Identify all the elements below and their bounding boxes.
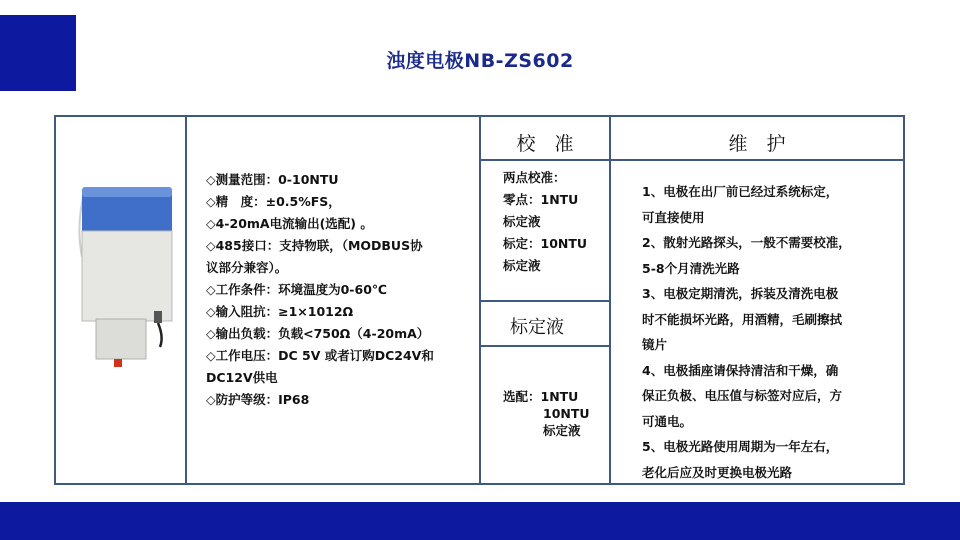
spec-item: ◇输入阻抗：≥1×1012Ω (206, 304, 354, 319)
table-divider (185, 117, 187, 483)
electrode-image (74, 187, 184, 377)
calibration-line: 标定：10NTU (503, 236, 588, 251)
maintenance-header: 维 护 (728, 133, 786, 155)
spec-item: ◇输出负载：负载<750Ω（4-20mA） (206, 326, 430, 341)
spec-item: DC12V供电 (206, 370, 278, 385)
calibration-line: 两点校准： (503, 170, 566, 185)
maintenance-line: 1、电极在出厂前已经过系统标定， (642, 184, 839, 199)
maintenance-line: 可直接使用 (642, 209, 705, 225)
calibration-line: 标定液 (503, 258, 541, 273)
calibration-text (503, 167, 587, 277)
maintenance-text (642, 179, 892, 485)
maintenance-line: 时不能损坏光路，用酒精，毛刷擦拭 (642, 311, 843, 327)
calibration-line: 零点：1NTU (503, 192, 579, 207)
spec-list (206, 169, 486, 411)
solution-line: 10NTU (543, 406, 590, 421)
footer-bar (0, 502, 960, 540)
solution-line: 选配：1NTU (503, 389, 579, 404)
table-divider (479, 300, 611, 302)
maintenance-line: 可通电。 (642, 413, 693, 429)
solution-line: 标定液 (543, 423, 581, 438)
maintenance-line: 镜片 (642, 337, 668, 352)
maintenance-line: 3、电极定期清洗，拆装及清洗电极 (642, 286, 839, 301)
solution-text (503, 388, 590, 439)
spec-item: ◇工作电压：DC 5V 或者订购DC24V和 (206, 348, 434, 363)
page-title: 浊度电极NB-ZS602 (386, 50, 574, 72)
maintenance-line: 5-8个月清洗光路 (642, 260, 740, 276)
table-divider (479, 345, 611, 347)
spec-item: ◇测量范围：0-10NTU (206, 172, 339, 187)
spec-table (54, 115, 905, 485)
spec-item: 议部分兼容）。 (206, 260, 288, 275)
spec-item: ◇精 度：±0.5%FS， (206, 194, 341, 209)
spec-item: ◇485接口：支持物联，（MODBUS协 (206, 238, 423, 253)
solution-header: 标定液 (510, 317, 564, 338)
spec-item: ◇工作条件：环境温度为0-60℃ (206, 282, 388, 297)
table-divider (479, 159, 903, 161)
maintenance-line: 4、电极插座请保持清洁和干燥，确 (642, 362, 839, 378)
spec-item: ◇防护等级：IP68 (206, 392, 310, 407)
maintenance-line: 5、电极光路使用周期为一年左右， (642, 439, 839, 454)
maintenance-line: 保正负极、电压值与标签对应后，方 (642, 388, 843, 403)
calibration-line: 标定液 (503, 214, 541, 229)
spec-item: ◇4-20mA电流输出(选配) 。 (206, 216, 373, 231)
calibration-header: 校 准 (516, 133, 574, 155)
maintenance-line: 老化后应及时更换电极光路 (642, 464, 793, 480)
maintenance-line: 2、散射光路探头，一般不需要校准， (642, 235, 851, 250)
